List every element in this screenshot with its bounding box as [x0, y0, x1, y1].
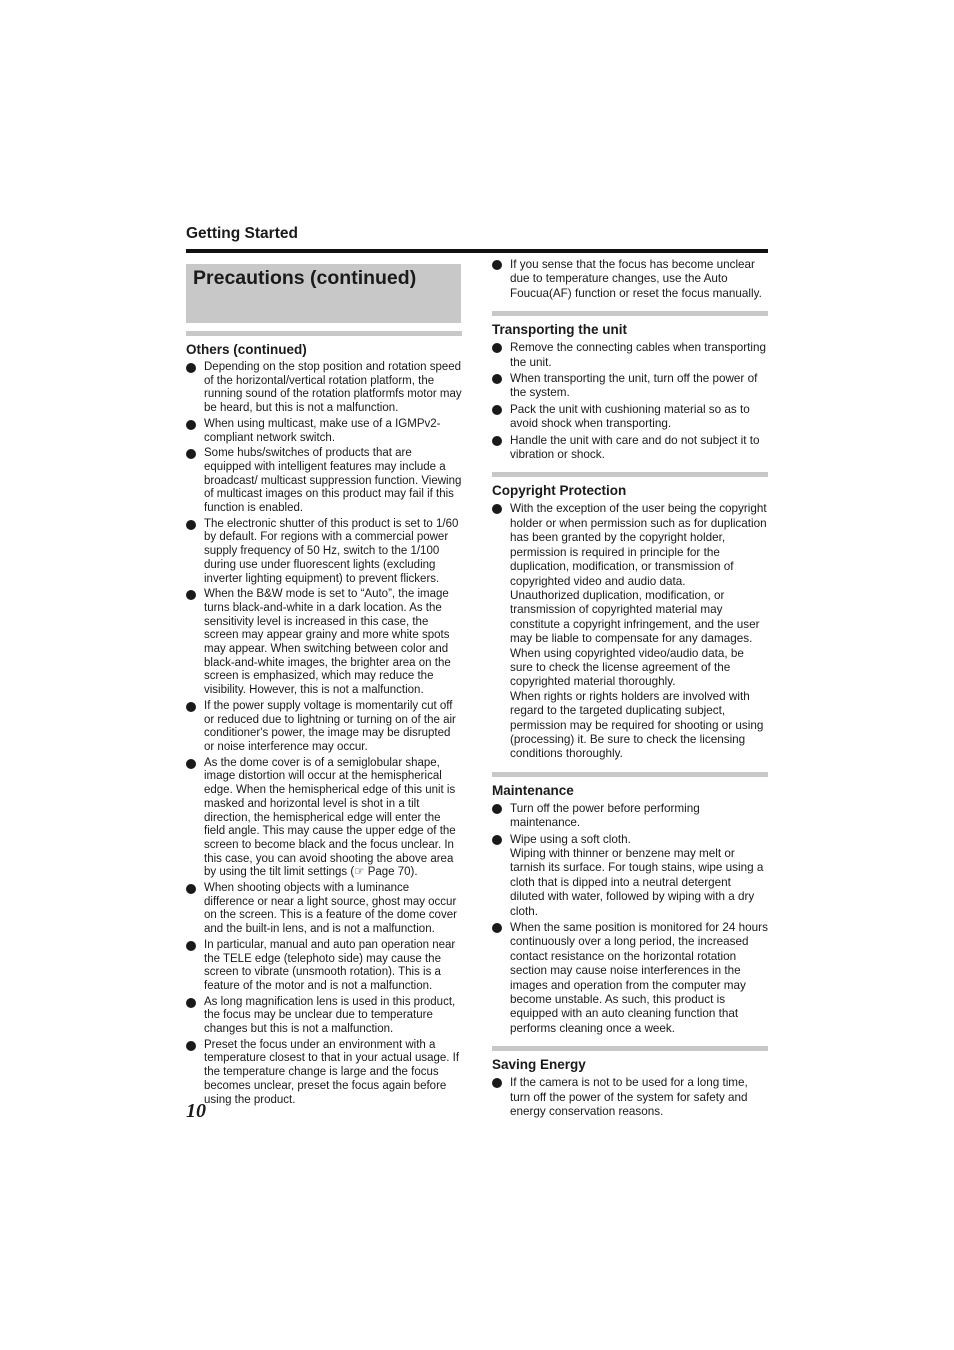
section-rule [186, 331, 462, 336]
section-rule [492, 772, 768, 777]
section-rule [492, 472, 768, 477]
list-item: When transporting the unit, turn off the power of the system. [492, 372, 768, 401]
section-rule [492, 1046, 768, 1051]
bullet-icon [186, 1041, 196, 1051]
bullet-icon [492, 923, 502, 933]
bullet-icon [492, 374, 502, 384]
bullet-icon [186, 759, 196, 769]
saving-section [492, 1046, 768, 1119]
maintenance-heading: Maintenance [492, 782, 574, 798]
bullet-icon [492, 804, 502, 814]
copyright-section [492, 472, 768, 761]
bullet-icon [186, 702, 196, 712]
copyright-paragraph: When rights or rights holders are involved with regard to the targeted duplicating subject, permission may be required for shooting or using (processing) it. Be sure to check the licensing conditions thoroughly. [510, 689, 764, 761]
list-item: Pack the unit with cushioning material so as to avoid shock when transporting. [492, 403, 768, 432]
list-item: Some hubs/switches of products that are equipped with intelligent features may include a broadcast/ multicast suppression function. Viewing of multicast images on this product may fail if this function is enabled. [186, 447, 462, 516]
transporting-section [492, 311, 768, 462]
bullet-icon [492, 1078, 502, 1088]
bullet-icon [186, 520, 196, 530]
others-section [186, 331, 462, 1107]
bullet-icon [492, 260, 502, 270]
focus-note [492, 258, 768, 301]
bullet-icon [492, 504, 502, 514]
bullet-icon [186, 998, 196, 1008]
page-number: 10 [186, 1100, 206, 1122]
copyright-paragraph: With the exception of the user being the copyright holder or when permission such as for duplication has been granted by the copyright holder, permission is required in principle for the duplication, modification, or transmission of copyrighted video and audio data. [510, 502, 767, 588]
list-item: If you sense that the focus has become unclear due to temperature changes, use the Auto Foucua(AF) function or reset the focus manually. [492, 258, 768, 301]
right-column [492, 258, 768, 1130]
maintenance-note: Wiping with thinner or benzene may melt or tarnish its surface. For tough stains, wipe using a cloth that is dipped into a neutral detergent diluted with water, followed by wiping with a dry cloth. [510, 847, 764, 918]
list-item: Remove the connecting cables when transporting the unit. [492, 341, 768, 370]
list-item: If the camera is not to be used for a long time, turn off the power of the system for safety and energy conservation reasons. [492, 1076, 768, 1119]
bullet-icon [186, 420, 196, 430]
bullet-icon [186, 449, 196, 459]
list-item: Turn off the power before performing maintenance. [492, 802, 768, 831]
left-column [186, 331, 462, 1117]
list-item: Wipe using a soft cloth. Wiping with thinner or benzene may melt or tarnish its surface. For tough stains, wipe using a cloth that is dipped into a neutral detergent diluted with water, followed by wiping with a dry cloth. [492, 833, 768, 919]
title-box [186, 264, 461, 323]
bullet-icon [186, 363, 196, 373]
list-item: When the B&W mode is set to “Auto”, the image turns black-and-white in a dark location. As the sensitivity level is increased in this case, the screen may appear grainy and more white spots may appear. When switching between color and black-and-white images, the brighter area on the screen is emphasized, which may reduce the visibility. However, this is not a malfunction. [186, 588, 462, 698]
copyright-paragraph: Unauthorized duplication, modification, or transmission of copyrighted material may constitute a copyright infringement, and the user may be liable to compensate for any damages. When using copyrighted video/audio data, be sure to check the license agreement of the copyrighted material thoroughly. [510, 588, 760, 689]
list-item: Handle the unit with care and do not subject it to vibration or shock. [492, 434, 768, 463]
copyright-heading: Copyright Protection [492, 483, 627, 499]
list-item: If the power supply voltage is momentarily cut off or reduced due to lightning or turning on of the air conditioner's power, the image may be disrupted or noise interference may occur. [186, 700, 462, 755]
saving-heading: Saving Energy [492, 1057, 586, 1073]
bullet-icon [492, 343, 502, 353]
section-label: Getting Started [186, 225, 298, 242]
top-rule [186, 249, 768, 253]
bullet-icon [186, 884, 196, 894]
bullet-icon [492, 405, 502, 415]
list-item [492, 502, 768, 761]
others-heading: Others (continued) [186, 342, 307, 357]
list-item: In particular, manual and auto pan operation near the TELE edge (telephoto side) may cause the screen to vibrate (unsmooth rotation). This is a feature of the motor and is not a malfunction. [186, 939, 462, 994]
list-item: When shooting objects with a luminance difference or near a light source, ghost may occur on the screen. This is a feature of the dome cover and the built-in lens, and is not a malfunction. [186, 882, 462, 937]
list-item: The electronic shutter of this product is set to 1/60 by default. For regions with a commercial power supply frequency of 50 Hz, switch to the 1/100 during use under fluorescent lights (excluding inverter lighting equipment) to prevent flickers. [186, 518, 462, 587]
list-item: Depending on the stop position and rotation speed of the horizontal/vertical rotation platform, the running sound of the rotation platformfs motor may be heard, but this is not a malfunction. [186, 361, 462, 416]
transporting-heading: Transporting the unit [492, 322, 627, 338]
list-item: When the same position is monitored for 24 hours continuously over a long period, the increased contact resistance on the horizontal rotation section may cause noise interferences in the images and operation from the computer may become unstable. As such, this product is equipped with an auto cleaning function that performs cleaning once a week. [492, 921, 768, 1036]
list-item: When using multicast, make use of a IGMPv2-compliant network switch. [186, 418, 462, 445]
section-rule [492, 311, 768, 316]
list-item: As long magnification lens is used in this product, the focus may be unclear due to temperature changes but this is not a malfunction. [186, 996, 462, 1037]
list-item: Preset the focus under an environment with a temperature closest to that in your actual usage. If the temperature change is large and the focus becomes unclear, preset the focus again before using the product. [186, 1039, 462, 1108]
page-title: Precautions (continued) [193, 267, 417, 289]
bullet-icon [492, 436, 502, 446]
bullet-icon [186, 941, 196, 951]
bullet-icon [186, 590, 196, 600]
maintenance-section [492, 772, 768, 1037]
bullet-icon [492, 835, 502, 845]
others-list [186, 361, 462, 1107]
list-item: As the dome cover is of a semiglobular shape, image distortion will occur at the hemispherical edge. When the hemispherical edge of this unit is masked and horizontal level is shot in a tilt direction, the hemispherical edge will enter the field angle. This may cause the upper edge of the screen to become black and the focus unclear. In this case, you can avoid shooting the above area by using the tilt limit settings (☞ Page 70). [186, 757, 462, 880]
